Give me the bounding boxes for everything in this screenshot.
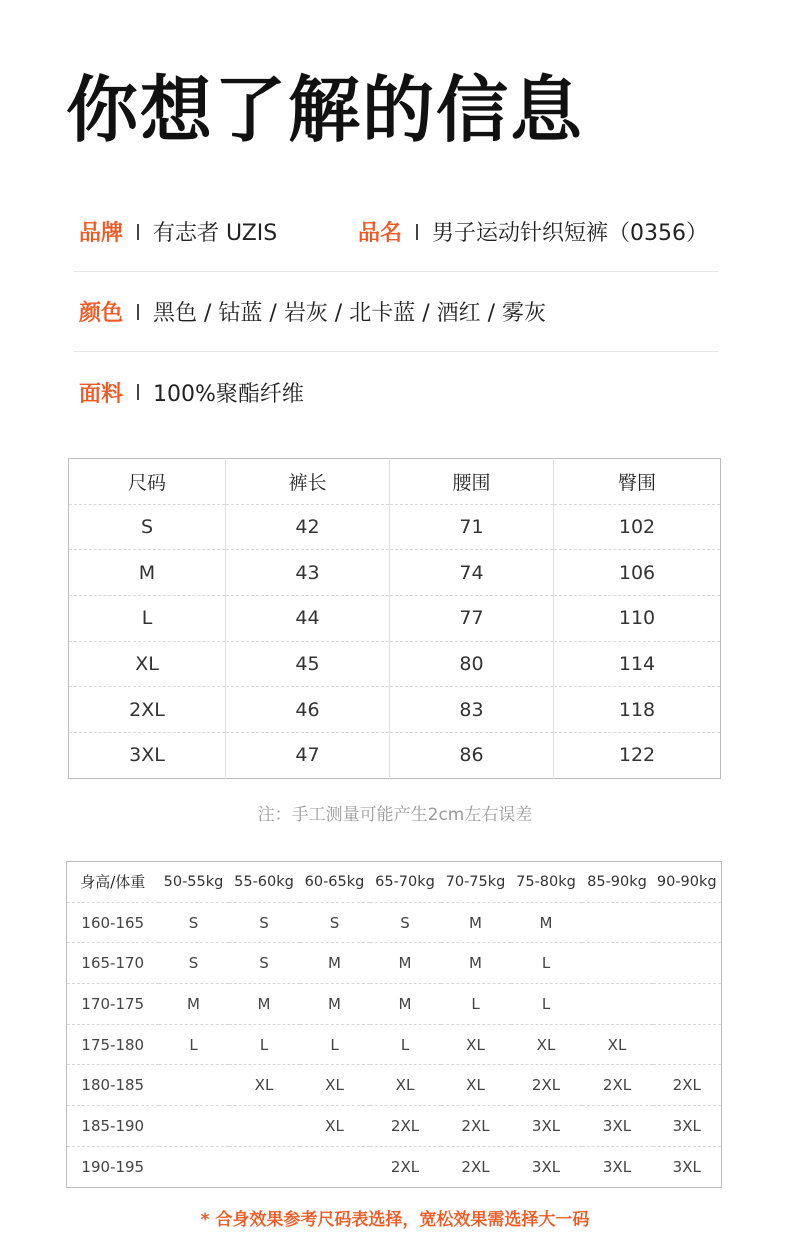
table-cell: 71 [390, 504, 554, 550]
brand-value: 有志者 UZIS [153, 221, 278, 246]
table-cell: XL [441, 1065, 511, 1106]
table-cell: 175-180 [67, 1024, 159, 1065]
header-cell: 55-60kg [229, 862, 300, 903]
table-row [69, 550, 721, 596]
table-cell: 110 [554, 596, 721, 642]
table-row [69, 687, 721, 733]
table-cell [582, 943, 653, 984]
table-cell: XL [582, 1024, 653, 1065]
table-cell: 47 [226, 733, 390, 779]
table-cell: 2XL [461, 1157, 490, 1176]
table-cell: S [300, 902, 370, 943]
table-cell [653, 902, 722, 943]
table-row [69, 641, 721, 687]
table-row [67, 1146, 722, 1187]
table-cell: XL [69, 641, 226, 687]
table-cell: 83 [390, 687, 554, 733]
fit-table-header [67, 862, 722, 903]
table-cell: M [441, 943, 511, 984]
table-cell: 3XL [511, 1106, 582, 1147]
table-cell: M [370, 943, 441, 984]
header-cell: 腰围 [390, 459, 554, 505]
fabric-value: 100%聚酯纤维 [153, 381, 304, 407]
table-cell: 86 [390, 733, 554, 779]
header-cell: 身高/体重 [67, 862, 159, 903]
table-cell [159, 1065, 229, 1106]
product-name-label: 品名 [358, 221, 403, 246]
fabric-label: 面料 [79, 381, 124, 407]
info-row-color [74, 272, 718, 352]
table-cell: 160-165 [67, 902, 159, 943]
table-cell: XL [229, 1065, 300, 1106]
header-cell: 65-70kg [370, 862, 441, 903]
table-cell: 2XL [69, 687, 226, 733]
table-cell: 190-195 [81, 1157, 145, 1176]
table-cell: 3XL [582, 1106, 653, 1147]
header-cell: 裤长 [226, 459, 390, 505]
table-row [67, 1106, 722, 1147]
table-cell: L [511, 984, 582, 1025]
table-row [67, 902, 722, 943]
table-cell: 106 [554, 550, 721, 596]
table-cell: M [370, 984, 441, 1025]
table-row [67, 984, 722, 1025]
color-label: 颜色 [79, 301, 124, 326]
table-cell: L [69, 596, 226, 642]
table-cell [159, 1106, 229, 1147]
table-cell: 42 [226, 504, 390, 550]
measurement-note: 注：手工测量可能产生2cm左右误差 [257, 805, 533, 825]
table-cell: M [159, 984, 229, 1025]
table-cell: 74 [390, 550, 554, 596]
table-cell: L [511, 943, 582, 984]
page-title: 你想了解的信息 [66, 68, 585, 152]
table-cell: 2XL [511, 1065, 582, 1106]
table-cell: 3XL [69, 733, 226, 779]
table-cell [582, 984, 653, 1025]
size-table-header [69, 459, 721, 505]
header-cell: 尺码 [69, 459, 226, 505]
table-cell: XL [511, 1024, 582, 1065]
table-cell [653, 943, 722, 984]
info-row-brand-name [74, 192, 718, 272]
header-cell: 75-80kg [511, 862, 582, 903]
table-cell: M [300, 943, 370, 984]
table-cell: 170-175 [67, 984, 159, 1025]
fabric-pair [74, 377, 304, 408]
table-cell: S [159, 902, 229, 943]
product-name-pair [353, 216, 708, 247]
table-cell: L [370, 1024, 441, 1065]
table-cell: L [159, 1024, 229, 1065]
table-cell: S [229, 902, 300, 943]
table-row [67, 943, 722, 984]
table-cell: 80 [390, 641, 554, 687]
header-cell: 臀围 [554, 459, 721, 505]
table-row [69, 504, 721, 550]
table-cell: 2XL [582, 1065, 653, 1106]
table-cell [229, 1106, 300, 1147]
header-cell: 70-75kg [441, 862, 511, 903]
header-cell: 60-65kg [300, 862, 370, 903]
table-cell: 2XL [441, 1106, 511, 1147]
divider [137, 304, 139, 320]
table-cell: 3XL [653, 1106, 722, 1147]
divider [137, 224, 139, 240]
table-cell: 45 [226, 641, 390, 687]
divider [137, 384, 139, 400]
table-cell: S [370, 902, 441, 943]
table-cell: 3XL [672, 1157, 701, 1176]
divider [416, 224, 418, 240]
table-cell: S [69, 504, 226, 550]
header-cell: 50-55kg [159, 862, 229, 903]
table-cell: M [511, 902, 582, 943]
table-row [69, 596, 721, 642]
fit-footnote: * 合身效果参考尺码表选择，宽松效果需选择大一码 [200, 1210, 590, 1230]
table-cell: 102 [554, 504, 721, 550]
table-cell: 114 [554, 641, 721, 687]
table-cell: 44 [226, 596, 390, 642]
table-cell: XL [441, 1024, 511, 1065]
table-cell: L [300, 1024, 370, 1065]
table-cell: S [229, 943, 300, 984]
table-row [67, 1024, 722, 1065]
table-cell: 165-170 [67, 943, 159, 984]
table-cell: M [300, 984, 370, 1025]
table-cell [653, 984, 722, 1025]
table-cell: 43 [226, 550, 390, 596]
table-cell: 118 [554, 687, 721, 733]
table-cell: 122 [618, 744, 656, 767]
table-cell: 46 [226, 687, 390, 733]
size-table [68, 458, 721, 779]
brand-label: 品牌 [79, 221, 124, 246]
table-cell: 77 [390, 596, 554, 642]
table-cell: 2XL [370, 1106, 441, 1147]
table-cell [229, 1146, 300, 1187]
table-cell: M [229, 984, 300, 1025]
table-cell: 2XL [653, 1065, 722, 1106]
table-cell [300, 1146, 370, 1187]
table-cell: S [159, 943, 229, 984]
fit-table [66, 861, 722, 1188]
table-cell: XL [300, 1106, 370, 1147]
table-cell: 2XL [390, 1157, 420, 1176]
product-name-value: 男子运动针织短裤（0356） [432, 221, 709, 246]
table-cell [159, 1146, 229, 1187]
table-cell: L [441, 984, 511, 1025]
table-cell: 185-190 [67, 1106, 159, 1147]
table-row [67, 1065, 722, 1106]
header-cell: 85-90kg [582, 862, 653, 903]
header-cell: 90-90kg [653, 862, 722, 903]
color-pair [74, 296, 546, 327]
table-row [69, 733, 721, 779]
table-cell: 180-185 [67, 1065, 159, 1106]
color-value: 黑色 / 钴蓝 / 岩灰 / 北卡蓝 / 酒红 / 雾灰 [153, 301, 547, 326]
table-cell: XL [300, 1065, 370, 1106]
table-cell: M [69, 550, 226, 596]
table-cell: L [229, 1024, 300, 1065]
table-cell [653, 1024, 722, 1065]
info-row-fabric [74, 352, 718, 432]
table-cell: 3XL [602, 1157, 632, 1176]
brand-pair [74, 216, 353, 247]
table-cell: XL [370, 1065, 441, 1106]
table-cell: M [441, 902, 511, 943]
table-cell [582, 902, 653, 943]
table-cell: 3XL [531, 1157, 561, 1176]
